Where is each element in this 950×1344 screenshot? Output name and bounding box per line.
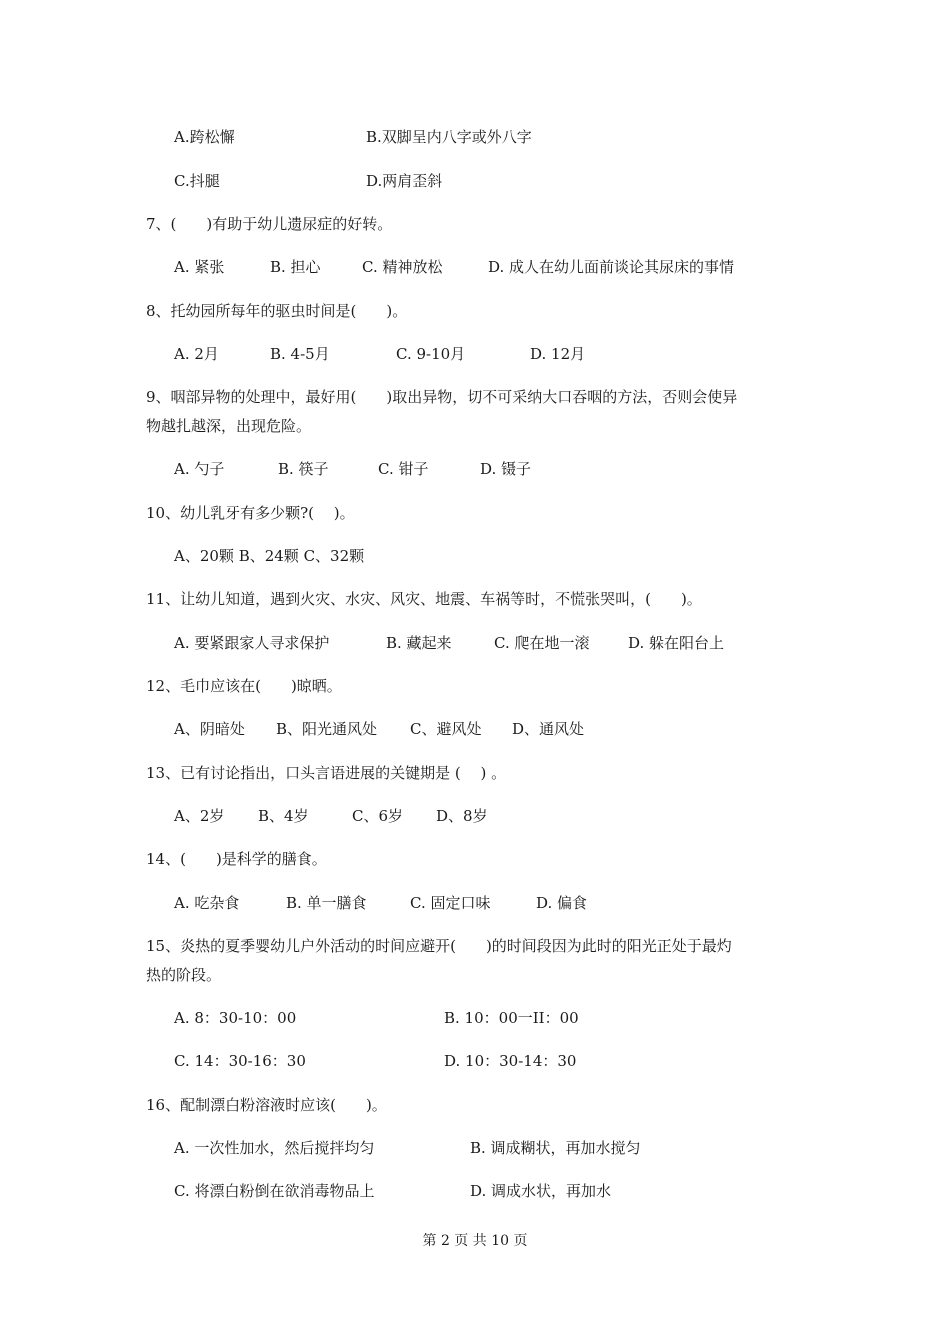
q16-stem: 16、配制漂白粉溶液时应该( )。 <box>146 1096 387 1114</box>
q15-stem-line2: 热的阶段。 <box>146 966 222 984</box>
q10-options: A、20颗 B、24颗 C、32颗 <box>174 547 365 565</box>
q8-option-b: B. 4-5月 <box>270 345 330 363</box>
q15-option-c: C. 14：30-16：30 <box>174 1052 306 1070</box>
q13-option-c: C、6岁 <box>352 807 404 825</box>
q11-option-d: D. 躲在阳台上 <box>628 634 725 652</box>
q9-option-a: A. 勺子 <box>174 460 225 478</box>
q13-option-b: B、4岁 <box>258 807 309 825</box>
q7-stem: 7、( )有助于幼儿遗尿症的好转。 <box>146 215 393 233</box>
q9-stem-line1: 9、咽部异物的处理中，最好用( )取出异物，切不可采纳大口吞咽的方法，否则会使异 <box>146 388 738 406</box>
q13-option-d: D、8岁 <box>436 807 488 825</box>
q12-option-a: A、阴暗处 <box>174 720 245 738</box>
q16-option-a: A. 一次性加水，然后搅拌均匀 <box>174 1139 375 1157</box>
q8-stem: 8、托幼园所每年的驱虫时间是( )。 <box>146 302 408 320</box>
q8-option-a: A. 2月 <box>174 345 219 363</box>
q11-stem: 11、让幼儿知道，遇到火灾、水灾、风灾、地震、车祸等时，不慌张哭叫，( )。 <box>146 590 702 608</box>
q6-option-c: C.抖腿 <box>174 172 220 190</box>
q14-option-d: D. 偏食 <box>536 894 588 912</box>
q16-option-d: D. 调成水状，再加水 <box>470 1182 612 1200</box>
q11-option-c: C. 爬在地一滚 <box>494 634 590 652</box>
q15-option-d: D. 10：30-14：30 <box>444 1052 577 1070</box>
q13-option-a: A、2岁 <box>174 807 225 825</box>
q7-option-b: B. 担心 <box>270 258 321 276</box>
q15-stem-line1: 15、炎热的夏季婴幼儿户外活动的时间应避开( )的时间段因为此时的阳光正处于最灼 <box>146 937 732 955</box>
q7-option-d: D. 成人在幼儿面前谈论其尿床的事情 <box>488 258 735 276</box>
q12-stem: 12、毛巾应该在( )晾晒。 <box>146 677 342 695</box>
q14-stem: 14、( )是科学的膳食。 <box>146 850 327 868</box>
q6-option-d: D.两肩歪斜 <box>366 172 443 190</box>
q10-stem: 10、幼儿乳牙有多少颗?( )。 <box>146 504 355 522</box>
q12-option-d: D、通风处 <box>512 720 585 738</box>
q6-option-b: B.双脚呈内八字或外八字 <box>366 128 532 146</box>
q8-option-c: C. 9-10月 <box>396 345 466 363</box>
q16-option-c: C. 将漂白粉倒在欲消毒物品上 <box>174 1182 375 1200</box>
q13-stem: 13、已有讨论指出，口头言语进展的关键期是 ( ) 。 <box>146 764 507 782</box>
q15-option-b: B. 10：00一II：00 <box>444 1009 579 1027</box>
q7-option-a: A. 紧张 <box>174 258 225 276</box>
page-footer: 第 2 页 共 10 页 <box>422 1233 528 1249</box>
q9-option-b: B. 筷子 <box>278 460 329 478</box>
q7-option-c: C. 精神放松 <box>362 258 443 276</box>
q16-option-b: B. 调成糊状，再加水搅匀 <box>470 1139 641 1157</box>
q6-option-a: A.跨松懈 <box>174 128 235 146</box>
q14-option-a: A. 吃杂食 <box>174 894 240 912</box>
q15-option-a: A. 8：30-10：00 <box>174 1009 297 1027</box>
q11-option-a: A. 要紧跟家人寻求保护 <box>174 634 330 652</box>
q9-stem-line2: 物越扎越深，出现危险。 <box>146 417 312 435</box>
q8-option-d: D. 12月 <box>530 345 586 363</box>
q14-option-c: C. 固定口味 <box>410 894 491 912</box>
q11-option-b: B. 藏起来 <box>386 634 452 652</box>
q9-option-d: D. 镊子 <box>480 460 532 478</box>
q14-option-b: B. 单一膳食 <box>286 894 367 912</box>
q9-option-c: C. 钳子 <box>378 460 429 478</box>
q12-option-b: B、阳光通风处 <box>276 720 378 738</box>
q12-option-c: C、避风处 <box>410 720 482 738</box>
